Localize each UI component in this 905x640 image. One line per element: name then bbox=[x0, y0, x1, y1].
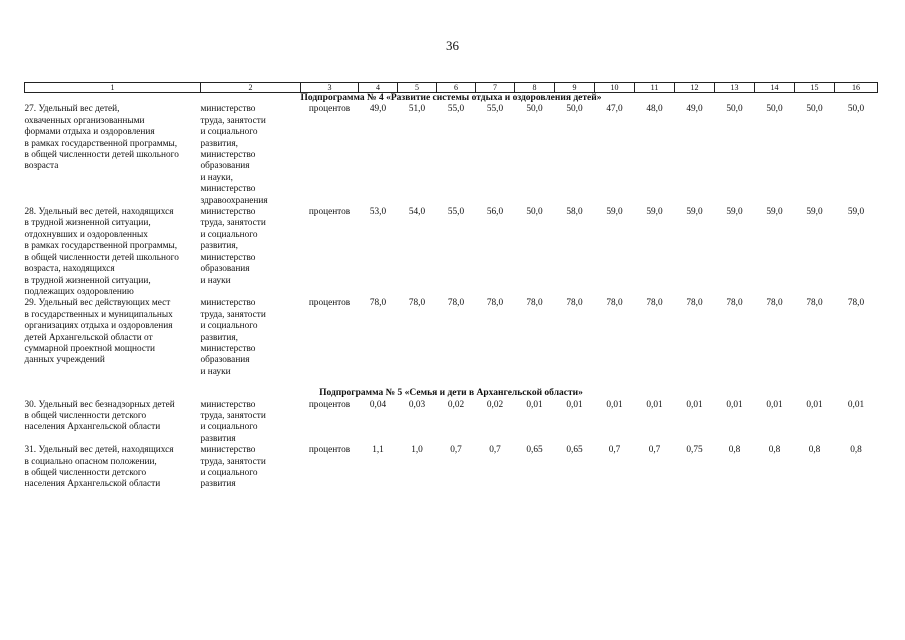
indicator-value: 59,0 bbox=[686, 207, 703, 218]
indicator-value: 59,0 bbox=[726, 207, 743, 218]
indicator-value: 0,7 bbox=[450, 445, 462, 456]
indicator-value: 55,0 bbox=[447, 104, 465, 115]
indicator-value: 50,0 bbox=[766, 104, 783, 115]
indicator-value: 50,0 bbox=[847, 104, 865, 115]
indicator-value: 78,0 bbox=[486, 298, 504, 309]
indicator-value: 0,01 bbox=[847, 399, 865, 410]
header-cell: 11 bbox=[635, 83, 675, 93]
indicator-value: 0,02 bbox=[447, 399, 465, 410]
indicator-value: 78,0 bbox=[606, 298, 623, 309]
indicator-value: 0,01 bbox=[646, 399, 663, 410]
indicators-table bbox=[24, 82, 878, 491]
header-cell: 16 bbox=[835, 83, 878, 93]
unit-of-measure: процентов bbox=[308, 298, 351, 309]
indicator-value: 0,03 bbox=[408, 399, 426, 410]
indicator-value: 0,02 bbox=[486, 399, 504, 410]
indicator-value: 0,7 bbox=[608, 445, 621, 456]
indicator-value: 78,0 bbox=[566, 298, 583, 309]
header-cell: 13 bbox=[715, 83, 755, 93]
unit-of-measure: процентов bbox=[308, 399, 351, 410]
column-number-header bbox=[25, 83, 878, 93]
responsible-executor: министерство труда, занятости и социального развития, министерство образования и науки bbox=[200, 298, 266, 377]
indicator-value: 0,7 bbox=[489, 445, 501, 456]
indicator-name: 28. Удельный вес детей, находящихся в трудной жизненной ситуации, отдохнувших и оздоровленных в рамках государственной программы, в общей численности детей школьного возраста, находящихся в трудной жизненной ситуации, подлежащих оздоровлению bbox=[24, 207, 179, 297]
unit-of-measure: процентов bbox=[308, 207, 351, 218]
responsible-executor: министерство труда, занятости и социального развития, министерство образования и науки bbox=[200, 207, 266, 286]
indicator-value: 0,8 bbox=[808, 445, 821, 456]
header-cell: 5 bbox=[398, 83, 437, 93]
indicator-value: 78,0 bbox=[526, 298, 543, 309]
indicator-value: 54,0 bbox=[408, 207, 426, 218]
indicator-value: 50,0 bbox=[526, 104, 543, 115]
indicator-value: 0,65 bbox=[526, 445, 543, 456]
indicator-value: 55,0 bbox=[486, 104, 504, 115]
indicator-value: 78,0 bbox=[766, 298, 783, 309]
table-row bbox=[25, 298, 878, 378]
indicator-value: 0,8 bbox=[768, 445, 781, 456]
table-row bbox=[25, 400, 878, 446]
indicator-value: 56,0 bbox=[486, 207, 504, 218]
header-cell: 6 bbox=[437, 83, 476, 93]
indicator-value: 53,0 bbox=[369, 207, 387, 218]
indicator-value: 78,0 bbox=[447, 298, 465, 309]
indicator-value: 59,0 bbox=[766, 207, 783, 218]
indicator-value: 50,0 bbox=[526, 207, 543, 218]
indicator-value: 78,0 bbox=[806, 298, 823, 309]
indicator-value: 48,0 bbox=[646, 104, 663, 115]
indicator-name: 31. Удельный вес детей, находящихся в социально опасном положении, в общей численности детского населения Архангельской области bbox=[24, 445, 174, 490]
header-cell: 15 bbox=[795, 83, 835, 93]
indicator-value: 50,0 bbox=[726, 104, 743, 115]
indicator-value: 50,0 bbox=[806, 104, 823, 115]
responsible-executor: министерство труда, занятости и социального развития bbox=[200, 445, 266, 490]
indicator-value: 0,01 bbox=[806, 399, 823, 410]
indicator-value: 0,75 bbox=[686, 445, 703, 456]
indicator-name: 29. Удельный вес действующих мест в государственных и муниципальных организациях отдыха и оздоровления детей Архангельской области от суммарной проектной мощности данных учреждений bbox=[24, 298, 173, 366]
indicator-value: 78,0 bbox=[847, 298, 865, 309]
unit-of-measure: процентов bbox=[308, 104, 351, 115]
indicator-value: 50,0 bbox=[566, 104, 583, 115]
responsible-executor: министерство труда, занятости и социального развития bbox=[200, 399, 266, 444]
indicator-value: 78,0 bbox=[726, 298, 743, 309]
subprogram-title: Подпрограмма № 5 «Семья и дети в Архангельской области» bbox=[319, 388, 583, 399]
indicator-value: 0,8 bbox=[728, 445, 741, 456]
subprogram-5-heading bbox=[25, 378, 878, 399]
indicator-value: 59,0 bbox=[606, 207, 623, 218]
subprogram-title: Подпрограмма № 4 «Развитие системы отдыха и оздоровления детей» bbox=[300, 93, 602, 103]
indicator-value: 55,0 bbox=[447, 207, 465, 218]
table-row bbox=[25, 104, 878, 207]
indicator-value: 49,0 bbox=[686, 104, 703, 115]
subprogram-4-heading bbox=[25, 93, 878, 105]
indicator-value: 0,01 bbox=[526, 399, 543, 410]
table-row bbox=[25, 207, 878, 298]
header-cell: 7 bbox=[476, 83, 515, 93]
indicator-value: 78,0 bbox=[646, 298, 663, 309]
indicator-value: 0,01 bbox=[686, 399, 703, 410]
header-cell: 3 bbox=[301, 83, 359, 93]
unit-of-measure: процентов bbox=[308, 445, 351, 456]
indicator-value: 0,01 bbox=[766, 399, 783, 410]
indicator-value: 1,1 bbox=[372, 445, 384, 456]
indicator-value: 0,04 bbox=[369, 399, 387, 410]
indicator-value: 58,0 bbox=[566, 207, 583, 218]
header-cell: 10 bbox=[595, 83, 635, 93]
header-cell: 1 bbox=[25, 83, 201, 93]
indicator-name: 30. Удельный вес безнадзорных детей в общей численности детского населения Архангельской области bbox=[24, 399, 175, 433]
indicator-value: 78,0 bbox=[408, 298, 426, 309]
indicator-name: 27. Удельный вес детей, охваченных организованными формами отдыха и оздоровления в рамках государственной программы, в общей численности детей школьного возраста bbox=[24, 104, 179, 172]
header-cell: 2 bbox=[201, 83, 301, 93]
indicator-value: 0,7 bbox=[648, 445, 661, 456]
header-cell: 4 bbox=[359, 83, 398, 93]
header-cell: 14 bbox=[755, 83, 795, 93]
indicator-value: 0,65 bbox=[566, 445, 583, 456]
indicator-value: 0,01 bbox=[606, 399, 623, 410]
indicator-value: 0,01 bbox=[566, 399, 583, 410]
header-cell: 8 bbox=[515, 83, 555, 93]
indicator-value: 59,0 bbox=[646, 207, 663, 218]
header-cell: 12 bbox=[675, 83, 715, 93]
indicator-value: 47,0 bbox=[606, 104, 623, 115]
indicator-value: 49,0 bbox=[369, 104, 387, 115]
indicator-value: 78,0 bbox=[686, 298, 703, 309]
indicator-value: 59,0 bbox=[847, 207, 865, 218]
indicator-value: 78,0 bbox=[369, 298, 387, 309]
table-row bbox=[25, 445, 878, 491]
indicator-value: 0,8 bbox=[850, 445, 862, 456]
header-cell: 9 bbox=[555, 83, 595, 93]
page-number: 36 bbox=[446, 38, 459, 53]
indicator-value: 51,0 bbox=[408, 104, 426, 115]
indicator-value: 59,0 bbox=[806, 207, 823, 218]
indicator-value: 0,01 bbox=[726, 399, 743, 410]
indicator-value: 1,0 bbox=[411, 445, 423, 456]
responsible-executor: министерство труда, занятости и социального развития, министерство образования и науки, министерство здравоохранения bbox=[200, 104, 268, 206]
